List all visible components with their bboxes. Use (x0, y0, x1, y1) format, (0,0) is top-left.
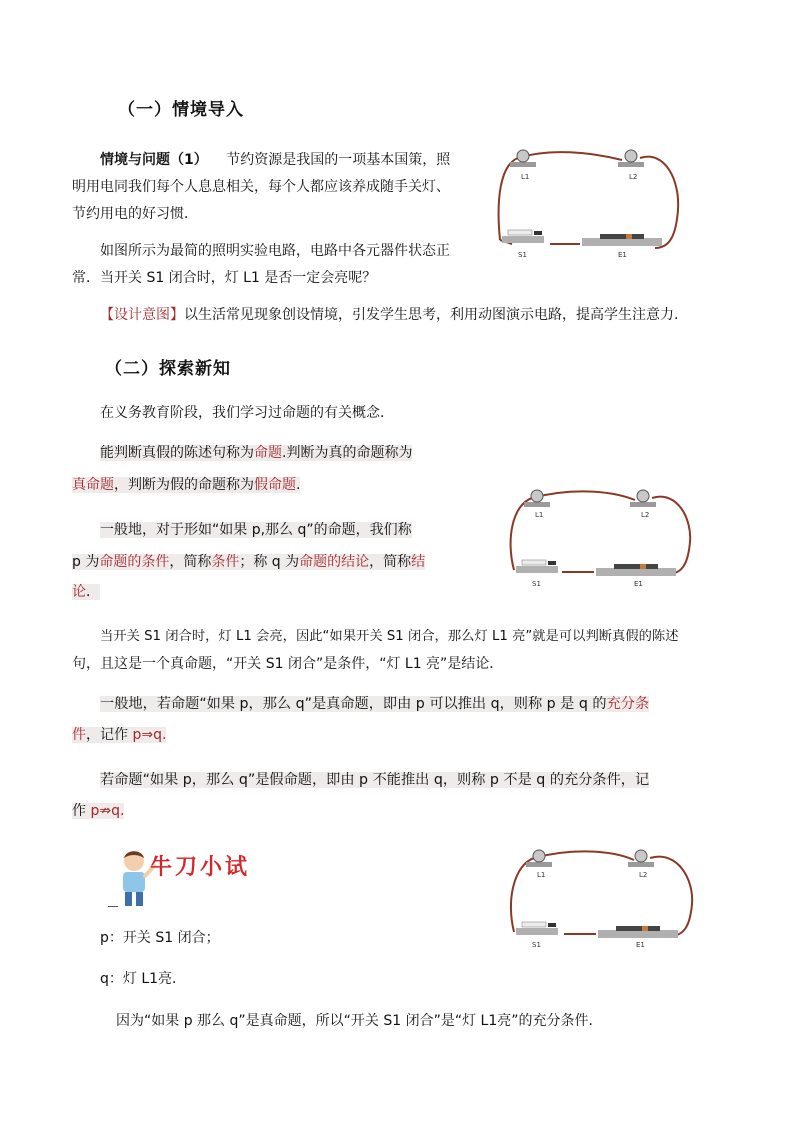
practice-q-line: q：灯 L1亮． (100, 971, 187, 987)
label-s1: S1 (532, 580, 541, 588)
label-l2: L2 (629, 173, 638, 181)
battery-e1-icon (598, 926, 678, 938)
notation-implies: p⇒q. (132, 727, 167, 743)
banner-underline (108, 906, 118, 907)
practice-banner: 牛刀小试 (150, 854, 251, 880)
question-label: 情境与问题（1） (100, 152, 208, 168)
def1-e: ，判断为假的命题称为 (114, 477, 254, 493)
def1-c: .判断为真的命题称为 (282, 445, 413, 461)
section-heading-situation: （一）情境导入 (118, 100, 244, 120)
definition-proposition-line1 (100, 443, 412, 463)
label-e1: E1 (618, 251, 627, 259)
circuit-diagram-3 (502, 840, 702, 950)
sufficient-condition-line1 (100, 694, 649, 714)
switch-s1-icon (516, 560, 558, 573)
switch-s1-icon (502, 230, 544, 243)
sufficient-condition-line2 (72, 725, 166, 745)
definition-condition-line1 (100, 520, 412, 540)
def2-b: p 为 (72, 554, 100, 570)
lamp-l1-icon (510, 150, 536, 167)
term-proposition: 命题 (254, 445, 282, 461)
not-sufficient-line1 (100, 770, 649, 790)
suff-d: ，记作 (86, 727, 133, 743)
label-l1: L1 (537, 871, 546, 879)
label-s1: S1 (518, 251, 527, 259)
circuit-description-line2: 常．当开关 S1 闭合时，灯 L1 是否一定会亮呢？ (72, 270, 377, 286)
term-condition-full: 命题的条件 (99, 554, 170, 570)
lamp-l1-icon (526, 850, 552, 867)
notsuff-b: 作 (72, 803, 91, 819)
label-l2: L2 (639, 871, 648, 879)
definition-condition-line3 (72, 582, 100, 602)
term-sufficient-part2: 件 (72, 727, 86, 743)
suff-a: 一般地，若命题“如果 p，那么 q”是真命题，即由 p 可以推出 q，则称 p 是 q 的 (100, 696, 607, 712)
question-paragraph-line2: 明用电同我们每个人息息相关，每个人都应该养成随手关灯、 (72, 179, 450, 195)
def2-h: ，简称 (369, 554, 412, 570)
question-paragraph-line3: 节约用电的好习惯． (72, 206, 198, 222)
battery-e1-icon (596, 564, 676, 576)
term-false-proposition: 假命题 (254, 477, 296, 493)
not-sufficient-line2 (72, 801, 124, 821)
term-condition: 条件 (211, 554, 240, 570)
circuit-diagram-1 (490, 140, 690, 265)
lamp-l1-icon (524, 490, 550, 507)
circuit-diagram-2 (500, 480, 700, 590)
practice-p-line: p：开关 S1 闭合； (100, 930, 220, 946)
def1-g: . (296, 477, 301, 493)
question-paragraph-line1 (100, 150, 450, 170)
def2-d: ，简称 (169, 554, 212, 570)
practice-conclusion: 因为“如果 p 那么 q”是真命题，所以“开关 S1 闭合”是“灯 L1亮”的充分条件． (116, 1013, 603, 1029)
def1-a: 能判断真假的陈述句称为 (100, 445, 254, 461)
label-e1: E1 (636, 941, 645, 949)
term-conclusion-part1: 结 (411, 554, 426, 570)
design-intent (100, 305, 688, 325)
example-paragraph-line2: 句，且这是一个真命题，“开关 S1 闭合”是条件，“灯 L1 亮”是结论． (72, 656, 504, 672)
label-e1: E1 (634, 580, 643, 588)
term-true-proposition: 真命题 (72, 477, 114, 493)
notsuff-a: 若命题“如果 p，那么 q”是假命题，即由 p 不能推出 q，则称 p 不是 q 的充分条件，记 (100, 772, 650, 788)
def2-k: ． (86, 584, 100, 600)
notation-not-implies: p⇏q. (90, 803, 125, 819)
switch-s1-icon (516, 922, 558, 935)
term-conclusion-part2: 论 (72, 584, 86, 600)
design-intent-tag: 【设计意图】 (100, 307, 184, 323)
label-l1: L1 (521, 173, 530, 181)
circuit-description-line1: 如图所示为最简的照明实验电路，电路中各元器件状态正 (100, 243, 450, 259)
term-sufficient-part1: 充分条 (606, 696, 650, 712)
def2-f: ；称 q 为 (239, 554, 300, 570)
term-conclusion-full: 命题的结论 (299, 554, 370, 570)
def2-a: 一般地，对于形如“如果 p,那么 q”的命题，我们称 (100, 522, 412, 538)
lamp-l2-icon (618, 150, 644, 167)
example-paragraph-line1: 当开关 S1 闭合时，灯 L1 会亮，因此“如果开关 S1 闭合，那么灯 L1 亮”就是可以判断真假的陈述 (100, 629, 679, 644)
definition-condition-line2 (72, 552, 425, 572)
label-s1: S1 (532, 941, 541, 949)
question-text: 节约资源是我国的一项基本国策，照 (226, 152, 451, 168)
section-heading-explore: （二）探索新知 (105, 359, 231, 379)
definition-proposition-line2 (72, 475, 300, 495)
label-l1: L1 (535, 511, 544, 519)
battery-e1-icon (582, 234, 662, 246)
label-l2: L2 (641, 511, 650, 519)
design-intent-text: 以生活常见现象创设情境，引发学生思考，利用动图演示电路，提高学生注意力． (184, 307, 688, 323)
intro-paragraph: 在义务教育阶段，我们学习过命题的有关概念． (100, 405, 394, 421)
